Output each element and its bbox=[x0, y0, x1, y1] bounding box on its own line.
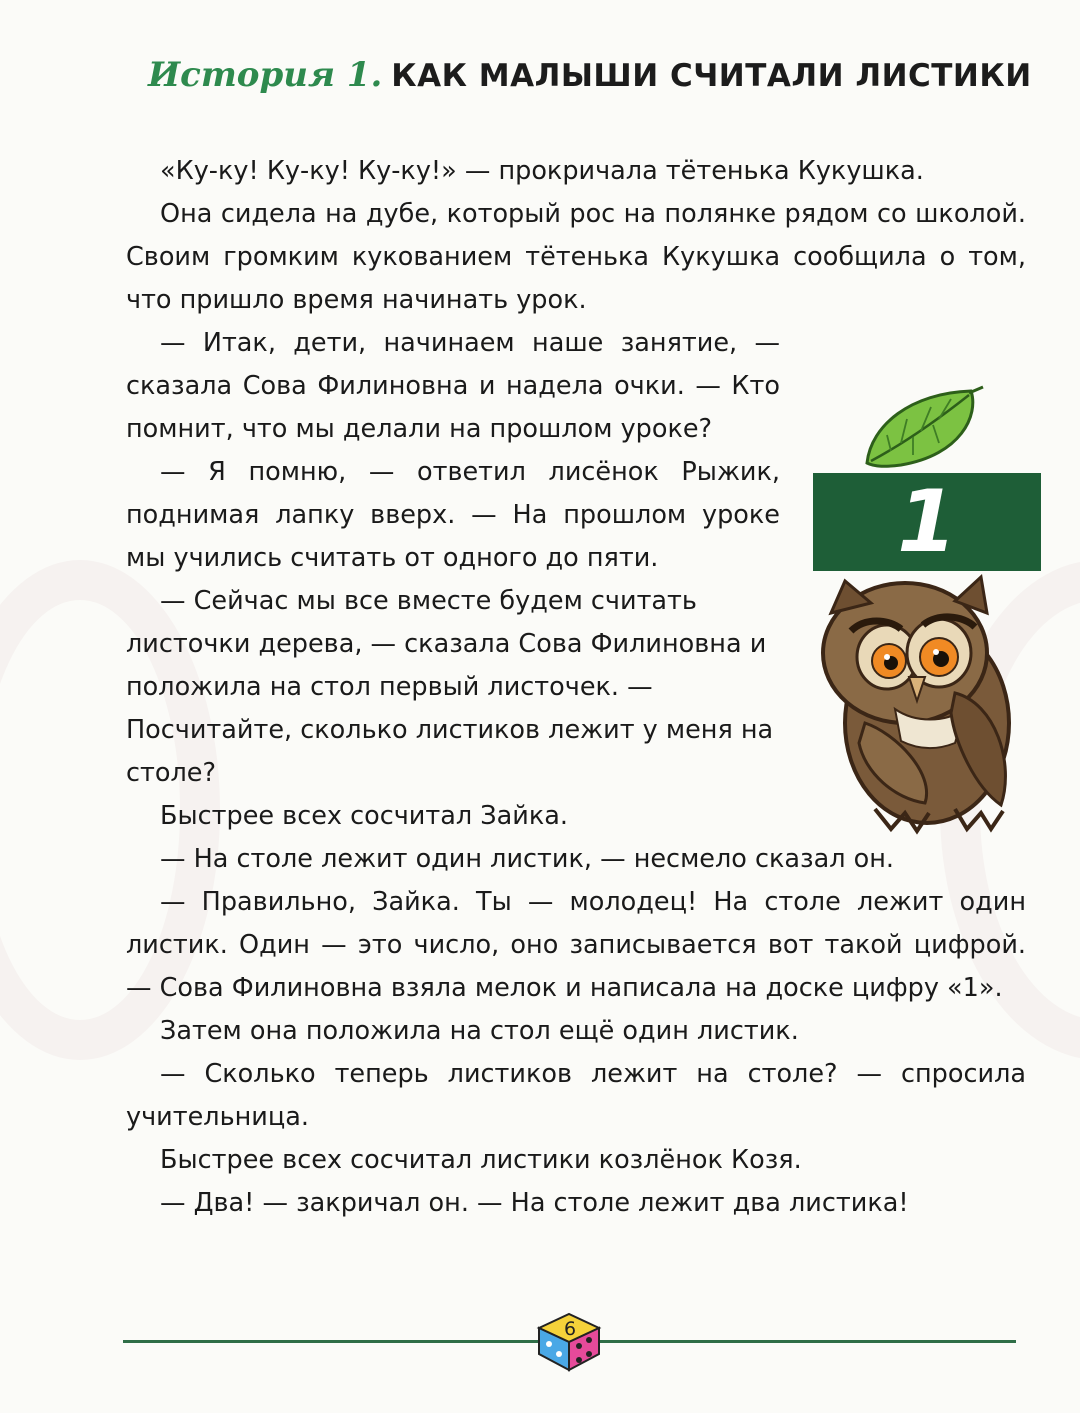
paragraph: — Правильно, Зайка. Ты — молодец! На столе лежит один листик. Один — это число, оно записывается вот такой цифрой. — Сова Филиновна взяла мелок и написала на доске цифру «1». bbox=[126, 887, 1026, 1003]
number-board: 1 bbox=[813, 473, 1041, 571]
paragraph: Быстрее всех сосчитал Зайка. bbox=[160, 801, 568, 831]
leaf-icon bbox=[861, 385, 991, 475]
paragraph: Она сидела на дубе, который рос на полянке рядом со школой. Своим громким кукованием тётенька Кукушка сообщила о том, что пришло время начинать урок. bbox=[126, 199, 1026, 315]
paragraph: Быстрее всех сосчитал листики козлёнок Козя. bbox=[160, 1145, 802, 1175]
paragraph: — Сейчас мы все вместе будем считать листочки дерева, — сказала Сова Филиновна и положила на стол первый листочек. — Посчитайте, сколько листиков лежит у меня на столе? bbox=[126, 586, 774, 788]
paragraph: — Я помню, — ответил лисёнок Рыжик, поднимая лапку вверх. — На прошлом уроке мы учились считать от одного до пяти. bbox=[126, 457, 780, 573]
paragraph: Затем она положила на стол ещё один листик. bbox=[160, 1016, 799, 1046]
illustration bbox=[805, 385, 1045, 835]
page-number: 6 bbox=[563, 1318, 577, 1340]
paragraph: — Сколько теперь листиков лежит на столе? — спросила учительница. bbox=[126, 1059, 1026, 1132]
owl-icon bbox=[805, 573, 1041, 835]
paragraph: — Итак, дети, начинаем наше занятие, — сказала Сова Филиновна и надела очки. — Кто помнит, что мы делали на прошлом уроке? bbox=[126, 328, 780, 444]
paragraph: — Два! — закричал он. — На столе лежит два листика! bbox=[160, 1188, 909, 1218]
story-number: История 1. bbox=[148, 55, 383, 95]
paragraph: «Ку-ку! Ку-ку! Ку-ку!» — прокричала тётенька Кукушка. bbox=[160, 156, 924, 186]
story-heading bbox=[148, 55, 1048, 95]
story-title: КАК МАЛЫШИ СЧИТАЛИ ЛИСТИКИ bbox=[391, 58, 1032, 94]
paragraph: — На столе лежит один листик, — несмело сказал он. bbox=[160, 844, 895, 874]
